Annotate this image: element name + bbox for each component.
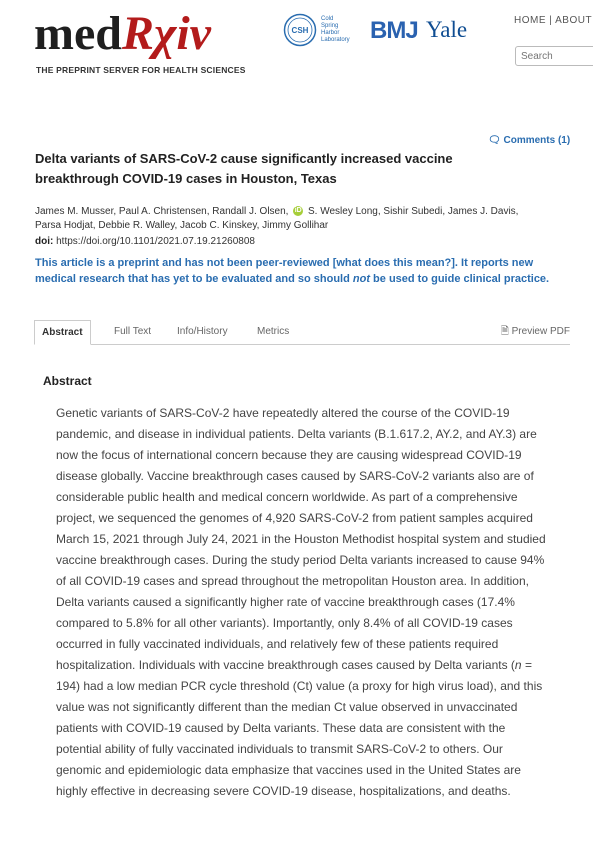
article-title: Delta variants of SARS-CoV-2 cause significantly increased vaccine breakthrough COVID-19 cases in Houston, Texas: [35, 151, 453, 186]
medrxiv-logo[interactable]: [34, 7, 211, 60]
csh-logo-text: Cold Spring Harbor Laboratory: [321, 16, 350, 43]
authors-group-3[interactable]: Parsa Hodjat, Debbie R. Walley, Jacob C. Kinskey, Jimmy Gollihar: [35, 220, 329, 231]
authors-group-2[interactable]: S. Wesley Long, Sishir Subedi, James J. Davis,: [308, 206, 519, 217]
doi-label: doi:: [35, 236, 54, 247]
article-tabs: [34, 320, 570, 345]
preview-pdf-label: Preview PDF: [511, 326, 570, 337]
preview-pdf-button[interactable]: [501, 320, 570, 344]
pdf-icon: 🗎︎: [500, 326, 509, 337]
csh-logo-icon[interactable]: [283, 13, 317, 47]
comments-label: Comments (1): [503, 135, 571, 146]
nav-home-link[interactable]: HOME: [514, 15, 546, 26]
orcid-icon[interactable]: iD: [294, 207, 302, 215]
bmj-logo[interactable]: BMJ: [370, 17, 418, 44]
csh-logo-label: CSH: [291, 26, 309, 35]
comments-link[interactable]: [488, 135, 570, 146]
yale-logo[interactable]: Yale: [426, 17, 468, 42]
tab-full-text[interactable]: Full Text: [114, 326, 152, 337]
logo-text: medRχiv: [34, 7, 211, 60]
top-nav: [514, 15, 592, 26]
preprint-notice: This article is a preprint and has not been peer-reviewed [what does this mean?]. It reports new medical research that has yet to be evaluated and so should not be used to guide clinical practice.: [35, 257, 550, 285]
tab-metrics[interactable]: Metrics: [257, 326, 290, 337]
nav-about-link[interactable]: ABOUT: [555, 15, 593, 26]
doi-line: [35, 236, 255, 247]
search-input[interactable]: [515, 46, 593, 66]
comment-icon: 🗨︎: [488, 135, 501, 146]
doi-link[interactable]: https://doi.org/10.1101/2021.07.19.21260808: [56, 236, 255, 247]
tab-abstract[interactable]: Abstract: [34, 320, 91, 345]
tab-info-history[interactable]: Info/History: [177, 326, 228, 337]
abstract-text: Genetic variants of SARS-CoV-2 have repeatedly altered the course of the COVID-19 pandemic, and disease in individual patients. Delta variants (B.1.617.2, AY.2, and AY.3) are now the focus of international concern because they are causing widespread COVID-19 disease globally. Vaccine breakthrough cases caused by SARS-CoV-2 variants also are of considerable public health and medical concern worldwide. As part of a comprehensive project, we sequenced the genomes of 4,920 SARS-CoV-2 from patient samples acquired March 15, 2021 through July 24, 2021 in the Houston Methodist hospital system and studied vaccine breakthrough cases. During the study period Delta variants increased to cause 94% of all COVID-19 cases and spread throughout the metropolitan Houston area. In addition, Delta variants caused a significantly higher rate of vaccine breakthrough cases (17.4% compared to 5.8% for all other variants). Importantly, only 8.4% of all COVID-19 cases occurred in fully vaccinated individuals, and relatively few of these patients required hospitalization. Individuals with vaccine breakthrough cases caused by Delta variants (n = 194) had a low median PCR cycle threshold (Ct) value (a proxy for high virus load), and this value was not significantly different than the median Ct value observed in unvaccinated patients with COVID-19 caused by Delta variants. These data are consistent with the potential ability of fully vaccinated individuals to transmit SARS-CoV-2 to others. Our genomic and epidemiologic data emphasize that vaccines used in the United States are highly effective in decreasing severe COVID-19 disease, hospitalizations, and deaths.: [56, 406, 546, 798]
nav-separator: |: [549, 15, 553, 26]
author-list: [35, 205, 555, 233]
authors-group-1[interactable]: James M. Musser, Paul A. Christensen, Randall J. Olsen,: [35, 206, 289, 217]
abstract-heading: Abstract: [43, 374, 92, 388]
site-tagline: THE PREPRINT SERVER FOR HEALTH SCIENCES: [36, 65, 246, 75]
